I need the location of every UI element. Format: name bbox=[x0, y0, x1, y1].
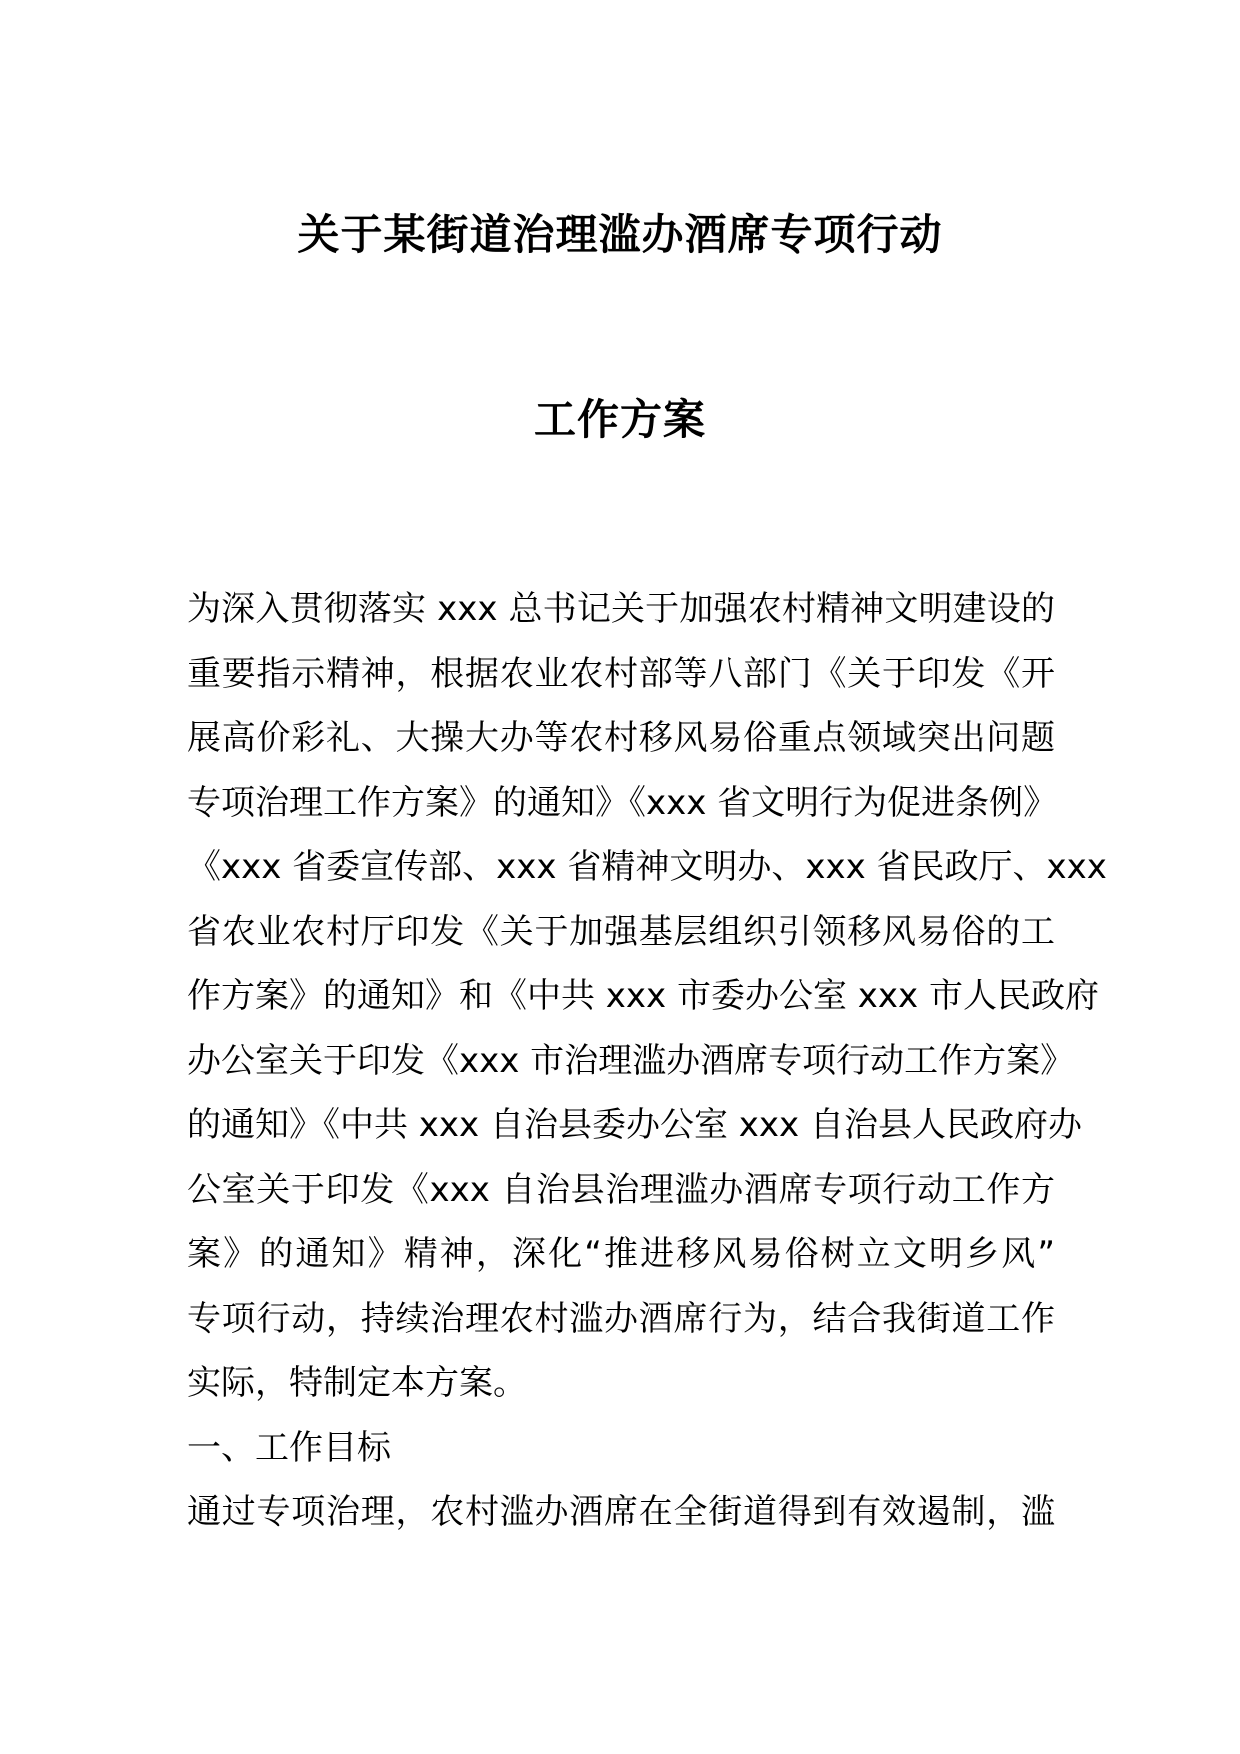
intro-line-10: 公室关于印发《xxx 自治县治理滥办酒席专项行动工作方 bbox=[187, 1169, 1055, 1210]
intro-line-8: 办公室关于印发《xxx 市治理滥办酒席专项行动工作方案》 bbox=[187, 1040, 1075, 1081]
document-body bbox=[187, 577, 1107, 1545]
intro-line-3: 展高价彩礼、大操大办等农村移风易俗重点领域突出问题 bbox=[187, 718, 1055, 758]
intro-line-6: 省农业农村厅印发《关于加强基层组织引领移风易俗的工 bbox=[187, 911, 1055, 952]
intro-line-12: 专项行动，持续治理农村滥办酒席行为，结合我街道工作 bbox=[187, 1298, 1055, 1339]
intro-line-13: 实际，特制定本方案。 bbox=[187, 1363, 527, 1403]
intro-line-11: 案》的通知》精神，深化“推进移风易俗树立文明乡风” bbox=[187, 1234, 1055, 1274]
document-title-line-1: 关于某街道治理滥办酒席专项行动 bbox=[297, 210, 943, 259]
intro-line-7: 作方案》的通知》和《中共 xxx 市委办公室 xxx 市人民政府 bbox=[187, 976, 1099, 1016]
intro-line-9: 的通知》《中共 xxx 自治县委办公室 xxx 自治县人民政府办 bbox=[187, 1105, 1082, 1145]
section-1-line-1: 通过专项治理，农村滥办酒席在全街道得到有效遏制，滥 bbox=[187, 1492, 1055, 1532]
intro-line-1: 为深入贯彻落实 xxx 总书记关于加强农村精神文明建设的 bbox=[187, 589, 1055, 629]
document-title-line-2: 工作方案 bbox=[533, 395, 706, 444]
section-heading-work-goals: 一、工作目标 bbox=[187, 1427, 391, 1468]
intro-line-4: 专项治理工作方案》的通知》《xxx 省文明行为促进条例》 bbox=[187, 782, 1058, 823]
intro-line-2: 重要指示精神，根据农业农村部等八部门《关于印发《开 bbox=[187, 653, 1055, 694]
intro-line-5: 《xxx 省委宣传部、xxx 省精神文明办、xxx 省民政厅、xxx bbox=[187, 847, 1107, 887]
